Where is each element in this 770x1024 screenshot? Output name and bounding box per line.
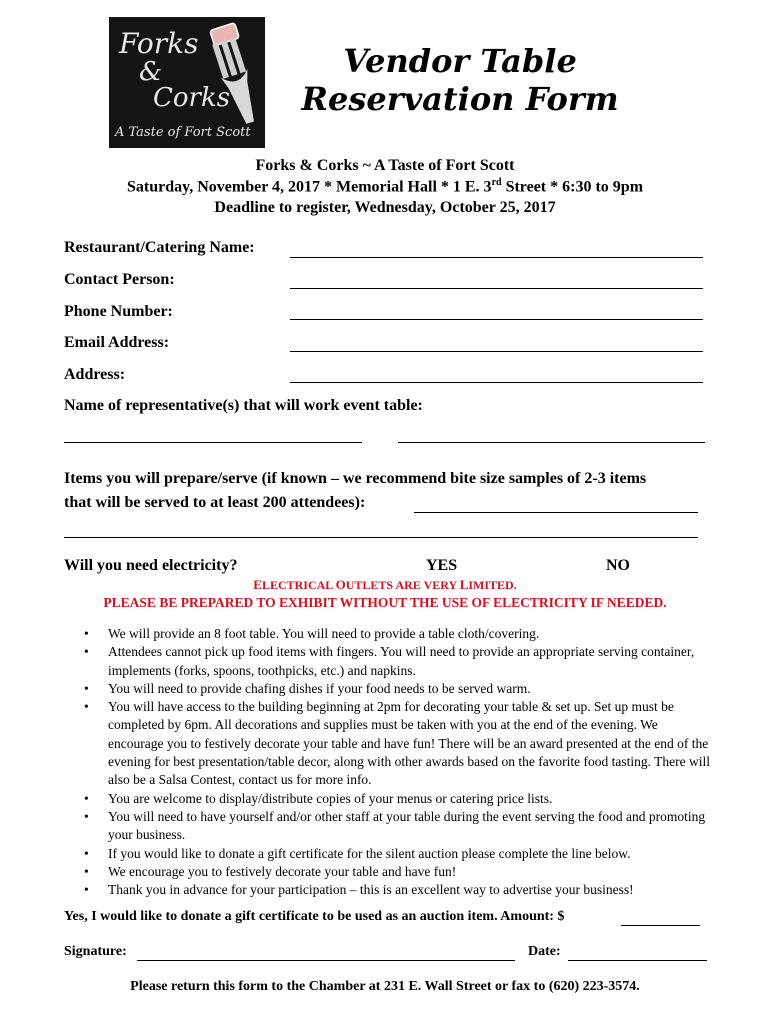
guideline-item: • We will provide an 8 foot table. You will need to provide a table cloth/covering. <box>84 625 714 643</box>
event-details <box>0 177 770 196</box>
event-details-end: Street * 6:30 to 9pm <box>501 178 644 196</box>
contact-label: Contact Person: <box>64 271 175 288</box>
outlets-cap-e: E <box>253 577 262 592</box>
title-line-1: Vendor Table <box>343 42 577 80</box>
return-instructions: Please return this form to the Chamber at 231 E. Wall Street or fax to (620) 223-3574. <box>130 979 640 994</box>
guideline-item: • You will need to provide chafing dishes if your food needs to be served warm. <box>84 680 714 698</box>
electricity-question: Will you need electricity? <box>64 557 238 574</box>
title-line-2: Reservation Form <box>301 80 619 118</box>
logo-corks: Corks <box>153 83 231 113</box>
items-field-2[interactable] <box>64 537 698 538</box>
event-details-main: Saturday, November 4, 2017 * Memorial Hall * 1 E. 3 <box>126 178 492 196</box>
representatives-label: Name of representative(s) that will work event table: <box>64 397 423 414</box>
items-field-1[interactable] <box>414 512 698 513</box>
logo-forks: Forks <box>119 27 199 60</box>
outlets-text-1: LECTRICAL <box>261 578 336 592</box>
representative-field-1[interactable] <box>64 442 362 443</box>
donate-amount-field[interactable] <box>621 925 700 926</box>
outlets-cap-l: L <box>459 577 469 592</box>
guidelines-list <box>84 625 714 899</box>
restaurant-field[interactable] <box>290 257 703 258</box>
outlets-text-2: UTLETS ARE VERY <box>345 578 460 592</box>
guideline-item: • Thank you in advance for your participation – this is an excellent way to advertise your business! <box>84 881 714 899</box>
forks-corks-logo <box>109 17 265 148</box>
event-deadline: Deadline to register, Wednesday, October 25, 2017 <box>214 199 556 216</box>
outlets-text-3: IMITED. <box>468 578 517 592</box>
contact-field[interactable] <box>290 288 703 289</box>
address-label: Address: <box>64 366 126 383</box>
date-label: Date: <box>528 944 561 959</box>
date-field[interactable] <box>568 960 707 961</box>
email-label: Email Address: <box>64 334 170 351</box>
guideline-item: • Attendees cannot pick up food items with fingers. You will need to provide an appropriate serving container, implements (forks, spoons, toothpicks, etc.) and napkins. <box>84 643 714 680</box>
exhibit-warning: PLEASE BE PREPARED TO EXHIBIT WITHOUT THE USE OF ELECTRICITY IF NEEDED. <box>103 595 667 610</box>
guideline-item: • If you would like to donate a gift certificate for the silent auction please complete the line below. <box>84 845 714 863</box>
logo-tagline: A Taste of Fort Scott <box>115 125 251 140</box>
restaurant-label: Restaurant/Catering Name: <box>64 239 255 256</box>
items-label-line-2: that will be served to at least 200 attendees): <box>64 494 366 511</box>
items-label-line-1: Items you will prepare/serve (if known – we recommend bite size samples of 2-3 items <box>64 470 647 487</box>
guideline-item: • You will need to have yourself and/or other staff at your table during the event serving the food and promoting your business. <box>84 808 714 845</box>
address-field[interactable] <box>290 382 703 383</box>
outlets-cap-o: O <box>335 577 346 592</box>
event-name: Forks & Corks ~ A Taste of Fort Scott <box>255 157 515 174</box>
signature-label: Signature: <box>64 944 127 959</box>
electricity-no[interactable]: NO <box>606 557 630 574</box>
guideline-item: • You will have access to the building beginning at 2pm for decorating your table & set up. Set up must be completed by 6pm. All decorations and supplies must be taken with you at the end of the evening. We encourage you to festively decorate your table and have fun! There will be an award presented at the end of the evening for best presentation/table decor, along with other awards based on the favorite food tasting. There will also be a Salsa Contest, contact us for more info. <box>84 698 714 789</box>
signature-field[interactable] <box>137 960 515 961</box>
phone-label: Phone Number: <box>64 303 173 320</box>
form-title <box>300 42 620 118</box>
email-field[interactable] <box>290 351 703 352</box>
representative-field-2[interactable] <box>398 442 705 443</box>
event-details-sup: rd <box>491 177 502 188</box>
outlets-warning <box>0 577 770 593</box>
guideline-item: • We encourage you to festively decorate your table and have fun! <box>84 863 714 881</box>
electricity-yes[interactable]: YES <box>426 557 458 574</box>
phone-field[interactable] <box>290 319 703 320</box>
donate-label: Yes, I would like to donate a gift certificate to be used as an auction item. Amount: $ <box>64 909 565 924</box>
guideline-item: • You are welcome to display/distribute copies of your menus or catering price lists. <box>84 790 714 808</box>
logo-ampersand: & <box>139 57 163 87</box>
